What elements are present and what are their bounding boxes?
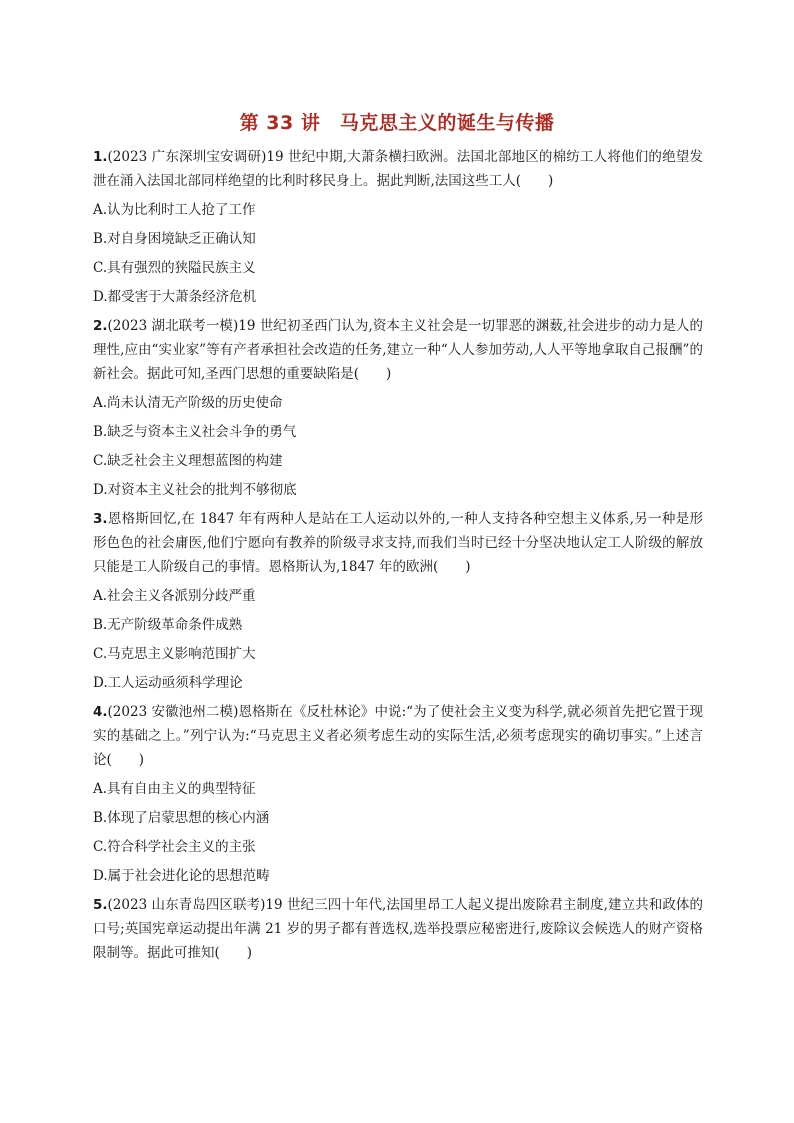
- question-number: 3.: [93, 511, 108, 527]
- question-4: [93, 700, 703, 888]
- question-stem: (2023 山东青岛四区联考)19 世纪三四十年代,法国里昂工人起义提出废除君主制度,建立共和政体的口号;英国宪章运动提出年满 21 岁的男子都有普选权,选举投票应秘密进行,废除议会候选人的财产资格限制等。据此可推知( ): [93, 897, 703, 961]
- question-stem: (2023 湖北联考一模)19 世纪初圣西门认为,资本主义社会是一切罪恶的渊薮,社会进步的动力是人的理性,应由“实业家”等有产者承担社会改造的任务,建立一种“人人参加劳动,人人平等地拿取自己报酬”的新社会。据此可知,圣西门思想的重要缺陷是( ): [93, 318, 703, 382]
- option-b: B.无产阶级革命条件成熟: [93, 617, 243, 633]
- question-number: 4.: [93, 704, 108, 720]
- question-list: [93, 145, 703, 970]
- option-c: C.马克思主义影响范围扩大: [93, 646, 256, 662]
- question-5: [93, 893, 703, 965]
- page-title: 第 33 讲 马克思主义的诞生与传播: [239, 112, 555, 134]
- question-2: [93, 314, 703, 502]
- option-a: A.尚未认清无产阶级的历史使命: [93, 395, 283, 411]
- option-d: D.工人运动亟须科学理论: [93, 675, 243, 691]
- question-stem: (2023 广东深圳宝安调研)19 世纪中期,大萧条横扫欧洲。法国北部地区的棉纺工人将他们的绝望发泄在涌入法国北部同样绝望的比利时移民身上。据此判断,法国这些工人( ): [93, 149, 703, 189]
- question-stem: (2023 安徽池州二模)恩格斯在《反杜林论》中说:“为了使社会主义变为科学,就必须首先把它置于现实的基础之上。”列宁认为:“马克思主义者必须考虑生动的实际生活,必须考虑现实的确切事实。”上述言论( ): [93, 704, 703, 768]
- option-c: C.缺乏社会主义理想蓝图的构建: [93, 453, 283, 469]
- option-d: D.对资本主义社会的批判不够彻底: [93, 482, 297, 498]
- option-c: C.符合科学社会主义的主张: [93, 839, 256, 855]
- question-3: [93, 507, 703, 695]
- option-b: B.缺乏与资本主义社会斗争的勇气: [93, 424, 297, 440]
- question-1: [93, 145, 703, 309]
- option-b: B.体现了启蒙思想的核心内涵: [93, 810, 270, 826]
- option-a: A.社会主义各派别分歧严重: [93, 588, 256, 604]
- option-c: C.具有强烈的狭隘民族主义: [93, 260, 256, 276]
- question-number: 5.: [93, 897, 108, 913]
- option-a: A.具有自由主义的典型特征: [93, 781, 256, 797]
- question-number: 2.: [93, 318, 108, 334]
- question-stem: 恩格斯回忆,在 1847 年有两种人是站在工人运动以外的,一种人支持各种空想主义体系,另一种是形形色色的社会庸医,他们宁愿向有教养的阶级寻求支持,而我们当时已经十分坚决地认定工人阶级的解放只能是工人阶级自己的事情。恩格斯认为,1847 年的欧洲( ): [93, 511, 703, 575]
- option-d: D.属于社会进化论的思想范畴: [93, 868, 270, 884]
- option-b: B.对自身困境缺乏正确认知: [93, 231, 256, 247]
- question-number: 1.: [93, 149, 108, 165]
- option-d: D.都受害于大萧条经济危机: [93, 289, 257, 305]
- option-a: A.认为比利时工人抢了工作: [93, 202, 256, 218]
